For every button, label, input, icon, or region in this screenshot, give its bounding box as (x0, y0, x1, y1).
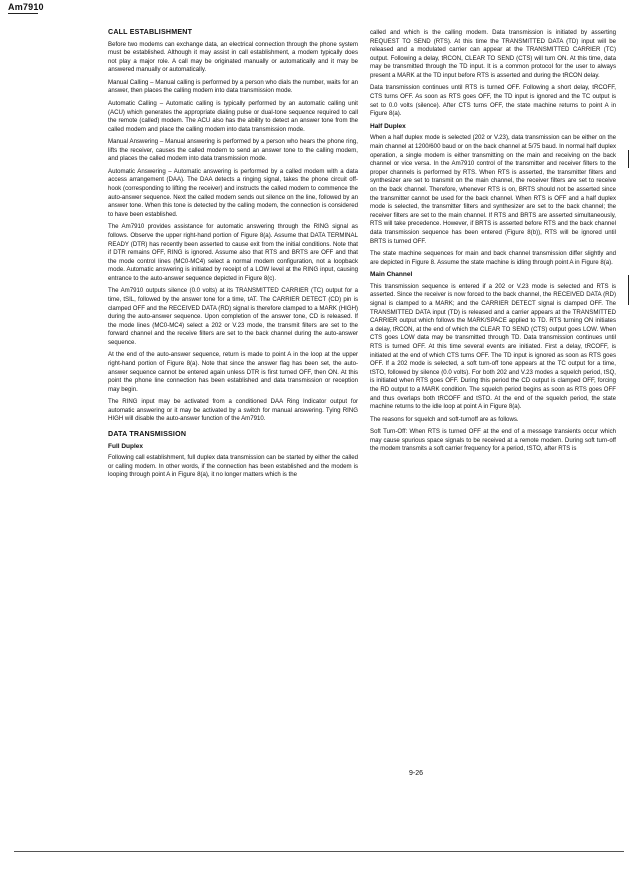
page-number: 9-26 (409, 770, 424, 777)
paragraph: Automatic Calling – Automatic calling is typically performed by an automatic calling unit (ACU) which generates the appropriate dialing pulse or dual-tone sequence required to call the remote (called) modem. The ACU also has the ability to detect an answer tone from the called modem and place the calling modem into data transmission mode. (108, 99, 358, 133)
subheading-half-duplex: Half Duplex (370, 122, 406, 130)
change-bar (628, 275, 629, 305)
paragraph: Automatic Answering – Automatic answering is performed by a called modem with a data access arrangement (DAA). The DAA detects a ringing signal, takes the phone circuit off-hook (corresponding to lifting the receiver) and instructs the called modem to commence the auto-answer sequence. Next the called modem sends out silence on the line, followed by an answer tone. When this tone is detected by the calling modem, the connection is considered to have been established. (108, 167, 358, 218)
paragraph: Manual Answering – Manual answering is performed by a person who hears the phone ring, lifts the receiver, causes the called modem to send an answer tone to the calling modem, and places the called modem into data transmission mode. (108, 138, 358, 163)
paragraph: The reasons for squelch and soft-turnoff are as follows. (370, 415, 519, 423)
section-heading-call-establishment: CALL ESTABLISHMENT (108, 28, 193, 36)
paragraph: Soft Turn-Off: When RTS is turned OFF at the end of a message transients occur which may cause spurious space signals to be received at a remote modem. During soft turn-off the modem transmits a soft carrier frequency for a period, tSTO, after RTS is (370, 428, 616, 453)
paragraph: The Am7910 outputs silence (0.0 volts) at its TRANSMITTED CARRIER (TC) output for a time, tSIL, followed by the answer tone for a time, tAT. The CARRIER DETECT (CD) pin is clamped OFF and the RECEIVED DATA (RD) signal is therefore clamped to a MARK (HIGH) during the auto-answer sequence. Upon completion of the answer tone, CD is released. If the mode lines (MC0-MC4) select a 202 or V.23 mode, the transmit filters are set to the forward channel and the receive filters are set to the back channel during the auto-answer sequence. (108, 287, 358, 346)
paragraph: This transmission sequence is entered if a 202 or V.23 mode is selected and RTS is asserted. Since the receiver is now forced to the back channel, the RECEIVED DATA (RD) signal is clamped to a MARK; and the CARRIER DETECT signal is clamped OFF. The TRANSMITTED DATA input (TD) is released and a carrier appears at the TRANSMITTED CARRIER output which follows the MARK/SPACE applied to TD. RTS turning ON initiates a delay, tRCON, at the end of which the CLEAR TO SEND (CTS) output goes LOW. When CTS goes LOW data may be transmitted through TD. Data transmission continues until RTS is turned OFF. At this time several events are initiated. First a delay, tRCOFF, is initiated at the end of which CTS turns OFF. The TD input is ignored as soon as RTS goes OFF. If a 202 mode is selected, a soft turn-off tone appears at the TC output for a time, tSTO, followed by silence (0.0 volts). For both 202 and V.23 modes a squelch period, tSQ, is initiated when RTS goes OFF. During this period the CD output is clamped OFF, forcing the RD output to a MARK condition. The squelch period begins as soon as RTS goes OFF and thus overlaps both tRCOFF and tSTO. At the end of the squelch period, the state machine returns to the idle loop at point A in Figure 8(a). (370, 282, 616, 411)
paragraph: called and which is the calling modem. Data transmission is initiated by asserting REQUEST TO SEND (RTS). At this time the TRANSMITTED DATA (TD) input will be released and a modulated carrier can appear at the TRANSMITTED CARRIER (TC) output. Following a delay, tRCON, CLEAR TO SEND (CTS) will turn ON. At this time, data may be transmitted through the TD input. It is a common protocol for the user to always present a MARK at the TD input before RTS is asserted and during the tRCON delay. (370, 29, 616, 79)
header-rule (8, 13, 38, 14)
subheading-full-duplex: Full Duplex (108, 442, 144, 450)
paragraph: At the end of the auto-answer sequence, return is made to point A in the loop at the upper right-hand portion of Figure 8(a). Note that since the answer flag has been set, the auto-answer sequence cannot be entered again unless DTR is first turned OFF, then ON. At this point the phone line connection has been established and data transmission or reception may begin. (108, 351, 358, 393)
document-header: Am7910 (8, 2, 44, 12)
paragraph: Following call establishment, full duplex data transmission can be started by either the called or calling modem. In other words, if the connection has been established and the modem is looping through point A in Figure 8(a), it no longer matters which is the (108, 454, 358, 479)
section-heading-data-transmission: DATA TRANSMISSION (108, 430, 187, 439)
left-column (108, 28, 358, 484)
paragraph: Data transmission continues until RTS is turned OFF. Following a short delay, tRCOFF, CTS turns OFF. As soon as RTS goes OFF, the TD input is ignored and the TC output is set to 0.0 volts (silence). After CTS turns OFF, the state machine returns to point A in Figure 8(a). (370, 84, 616, 118)
right-column (370, 29, 616, 458)
paragraph: The state machine sequences for main and back channel transmission differ slightly and are depicted in Figure 8. Assume the state machine is idling through point A in Figure 8(a). (370, 250, 616, 266)
change-bar (628, 150, 629, 168)
paragraph: Manual Calling – Manual calling is performed by a person who dials the number, waits for an answer, then places the calling modem into data transmission mode. (108, 78, 358, 95)
bottom-rule (14, 851, 624, 852)
paragraph: The RING input may be activated from a conditioned DAA Ring Indicator output for automatic answering or it may be activated by a switch for manual answering. Tying RING HIGH will disable the auto-answer function of the Am7910. (108, 398, 358, 423)
paragraph: The Am7910 provides assistance for automatic answering through the RING signal as follows. Observe the upper right-hand portion of Figure 8(a). Assume that DATA TERMINAL READY (DTR) has recently been asserted to cause exit from the initial conditions. Note that if DTR remains OFF, RING is ignored. Assume also that RTS and BRTS are OFF and that the mode control lines (MC0-MC4) select a normal modem configuration, not a loopback mode. Automatic answering is initiated by receipt of a LOW level at the RING input, causing entrance to the auto-answer sequence depicted in Figure 8(c). (108, 223, 358, 282)
paragraph: Before two modems can exchange data, an electrical connection through the phone system must be established. Although it may assist in call establishment, a modem typically does not play a major role. A call may be originated manually or automatically and it may be answered manually or automatically. (108, 40, 358, 74)
paragraph: When a half duplex mode is selected (202 or V.23), data transmission can be either on the main channel at 1200/600 baud or on the back channel at 5/75 baud. In normal half duplex operation, a single modem is either transmitting on the main and receiving on the back channel or vice versa. In the Am7910 control of the transmitter and receiver filters to the proper channels is performed by RTS. When RTS is asserted, the transmitter filters and synthesizer are set to transmit on the main channel, the receiver filters are set to receive on the back channel. Therefore, whenever RTS is on, BRTS should not be asserted since the transmitter cannot be used for the back channel. When RTS is OFF and a half duplex mode is selected, the transmitter filters and synthesizer are set to the back channel; the receiver filters are set to the main channel. If RTS and BRTS are asserted simultaneously, RTS will take precedence. However, if BRTS is asserted before RTS and the back channel data transmission sequence has been entered (Figure 8(b)), RTS will be ignored until BRTS is turned OFF. (370, 134, 616, 245)
subheading-main-channel: Main Channel (370, 271, 413, 279)
